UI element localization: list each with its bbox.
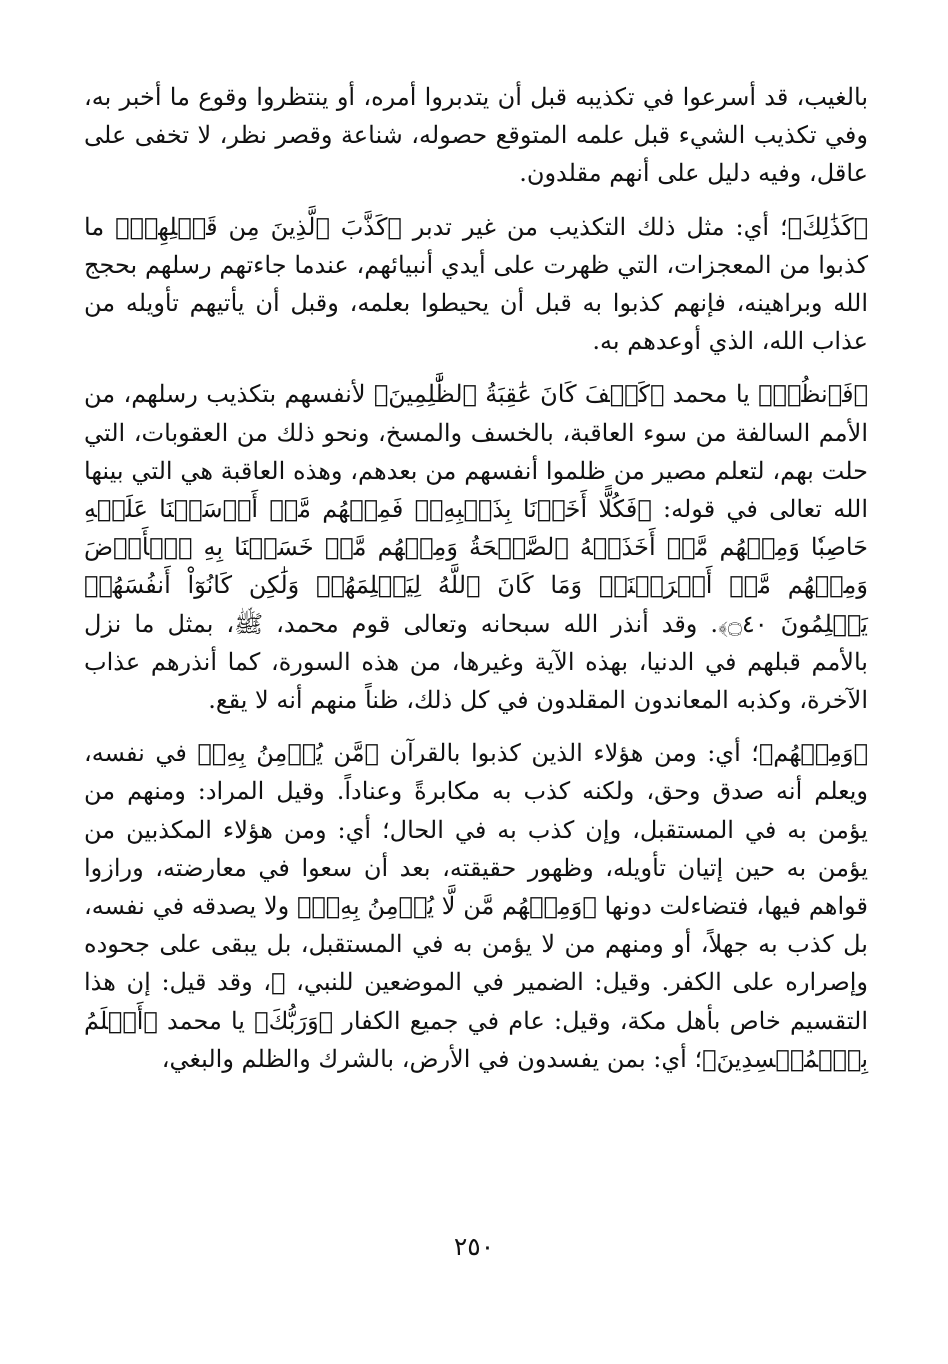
page-number: ٢٥٠	[453, 1232, 495, 1261]
paragraph-3: ﴿فَٱنظُرۡ﴾ يا محمد ﴿كَيۡفَ كَانَ عَٰقِبَةُ ٱلظَّٰلِمِينَ﴾ لأنفسهم بتكذيب رسلهم، من الأمم السالفة من سوء العاقبة، بالخسف والمسخ، ونحو ذلك من العقوبات، التي حلت بهم، لتعلم مصير من ظلموا أنفسهم من بعدهم، وهذه العاقبة هي التي بينها الله تعالى في قوله: ﴿فَكُلًّا أَخَذۡنَا بِذَنۢبِهِۦۖ فَمِنۡهُم مَّنۡ أَرۡسَلۡنَا عَلَيۡهِ حَاصِبٗا وَمِنۡهُم مَّنۡ أَخَذَتۡهُ ٱلصَّيۡحَةُ وَمِنۡهُم مَّنۡ خَسَفۡنَا بِهِ ٱلۡأَرۡضَ وَمِنۡهُم مَّنۡ أَغۡرَقۡنَاۚ وَمَا كَانَ ٱللَّهُ لِيَظۡلِمَهُمۡ وَلَٰكِن كَانُوٓاْ أَنفُسَهُمۡ يَظۡلِمُونَ ۝٤٠﴾. وقد أنذر الله سبحانه وتعالى قوم محمد، ﷺ، بمثل ما نزل بالأمم قبلهم في الدنيا، بهذه الآية وغيرها، من هذه السورة، كما أنذرهم عذاب الآخرة، وكذبه المعاندون المقلدون في كل ذلك، ظناً منهم أنه لا يقع.	[84, 380, 868, 715]
paragraph-4: ﴿وَمِنۡهُم﴾؛ أي: ومن هؤلاء الذين كذبوا بالقرآن ﴿مَّن يُؤۡمِنُ بِهِۦ﴾ في نفسه، ويعلم أنه صدق وحق، ولكنه كذب به مكابرةً وعناداً. وقيل المراد: ومنهم من يؤمن به في المستقبل، وإن كذب به في الحال؛ أي: ومن هؤلاء المكذبين من يؤمن به حين إتيان تأويله، وظهور حقيقته، بعد أن سعوا في معارضته، ورازوا قواهم فيها، فتضاءلت دونها ﴿وَمِنۡهُم مَّن لَّا يُؤۡمِنُ بِهِۦۚ﴾ ولا يصدقه في نفسه، بل كذب به جهلاً، أو ومنهم من لا يؤمن به في المستقبل، بل يبقى على جحوده وإصراره على الكفر. وقيل: الضمير في الموضعين للنبي، ﷺ، وقد قيل: إن هذا التقسيم خاص بأهل مكة، وقيل: عام في جميع الكفار ﴿وَرَبُّكَ﴾ يا محمد ﴿أَعۡلَمُ بِٱلۡمُفۡسِدِينَ﴾؛ أي: بمن يفسدون في الأرض، بالشرك والظلم والبغي،	[84, 739, 868, 1073]
paragraph-2: ﴿كَذَٰلِكَ﴾؛ أي: مثل ذلك التكذيب من غير تدبر ﴿كَذَّبَ ٱلَّذِينَ مِن قَبۡلِهِمۡ﴾ ما كذبوا من المعجزات، التي ظهرت على أيدي أنبيائهم، عندما جاءتهم رسلهم بحجج الله وبراهينه، فإنهم كذبوا به قبل أن يحيطوا بعلمه، وقبل أن يأتيهم تأويله من عذاب الله، الذي أوعدهم به.	[84, 212, 868, 356]
paragraph-1: بالغيب، قد أسرعوا في تكذيبه قبل أن يتدبروا أمره، أو ينتظروا وقوع ما أخبر به، وفي تكذيب الشيء قبل علمه المتوقع حصوله، شناعة وقصر نظر، لا تخفى على عاقل، وفيه دليل على أنهم مقلدون.	[84, 83, 868, 188]
